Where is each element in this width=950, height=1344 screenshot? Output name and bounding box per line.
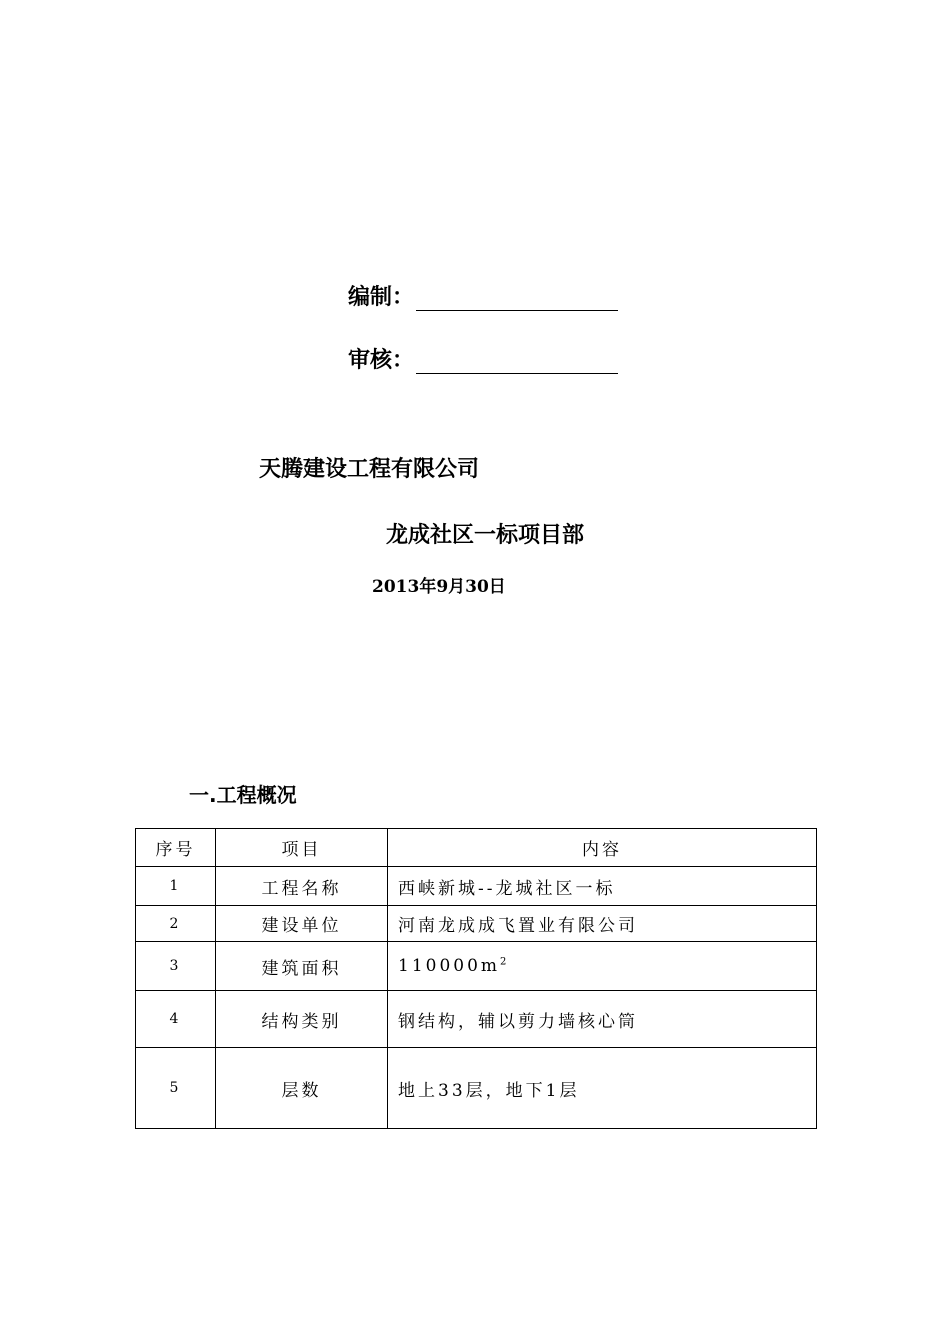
table-row: [136, 867, 817, 906]
compiled-by-label: 编制：: [348, 285, 415, 310]
row-content: 西峡新城--龙城社区一标: [388, 867, 817, 906]
row-number: 3: [136, 942, 216, 991]
row-number: 2: [136, 906, 216, 942]
row-number: 4: [136, 991, 216, 1048]
table-row: [136, 942, 817, 991]
table-row: [136, 991, 817, 1048]
table-row: [136, 1048, 817, 1129]
compiled-by-blank: [416, 288, 618, 311]
reviewed-by-line: [348, 343, 618, 374]
company-name: 天腾建设工程有限公司: [259, 457, 480, 482]
row-item: 工程名称: [216, 867, 388, 906]
section-heading: 一.工程概况: [189, 783, 297, 807]
compiled-by-line: [348, 280, 618, 311]
row-item: 建筑面积: [216, 942, 388, 991]
row-item: 结构类别: [216, 991, 388, 1048]
header-content: 内容: [388, 829, 817, 867]
project-overview-table: [135, 828, 817, 1129]
row-content: 钢结构，辅以剪力墙核心筒: [388, 991, 817, 1048]
row-item: 建设单位: [216, 906, 388, 942]
table-header-row: [136, 829, 817, 867]
reviewed-by-label: 审核：: [348, 348, 415, 373]
row-content: [388, 942, 817, 991]
row-content: 地上33层，地下1层: [388, 1048, 817, 1129]
row-item: 层数: [216, 1048, 388, 1129]
header-item: 项目: [216, 829, 388, 867]
project-department: 龙成社区一标项目部: [386, 523, 585, 548]
area-unit-exponent: 2: [500, 956, 507, 968]
document-date: 2013年9月30日: [372, 577, 506, 597]
row-number: 5: [136, 1048, 216, 1129]
reviewed-by-blank: [416, 351, 618, 374]
row-number: 1: [136, 867, 216, 906]
table-row: [136, 906, 817, 942]
row-content: 河南龙成成飞置业有限公司: [388, 906, 817, 942]
header-seq: 序号: [136, 829, 216, 867]
area-value: 110000m: [398, 956, 501, 976]
